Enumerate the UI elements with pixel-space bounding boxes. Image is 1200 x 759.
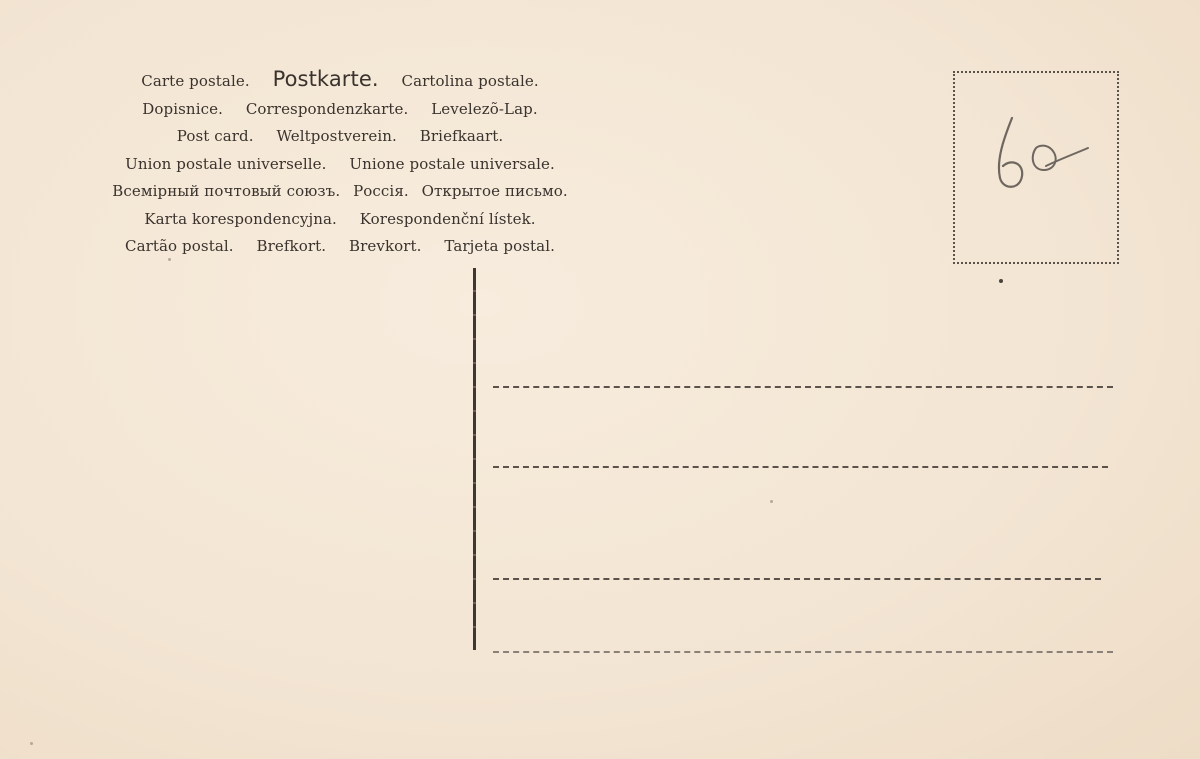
heading-text: Carte postale. bbox=[141, 72, 250, 90]
heading-line-5 bbox=[60, 178, 620, 206]
multilingual-heading bbox=[60, 66, 620, 261]
pencil-note-60 bbox=[990, 112, 1100, 202]
heading-line-1 bbox=[60, 66, 620, 96]
heading-title-postkarte: Postkarte. bbox=[272, 67, 379, 91]
heading-text: Briefkaart. bbox=[419, 127, 504, 145]
heading-text: Brevkort. bbox=[349, 237, 422, 255]
heading-text: Karta korespondencyjna. bbox=[144, 209, 337, 228]
heading-line-2 bbox=[60, 96, 620, 124]
heading-text: Brefkort. bbox=[256, 237, 327, 255]
heading-text: Cartão postal. bbox=[125, 237, 234, 255]
heading-line-4 bbox=[60, 151, 620, 179]
heading-text: Post card. bbox=[176, 127, 254, 145]
heading-text: Всемірный почтовый союзъ. bbox=[112, 182, 341, 200]
heading-line-7 bbox=[60, 233, 620, 261]
heading-text: Открытое письмо. bbox=[421, 182, 568, 200]
heading-line-3 bbox=[60, 123, 620, 151]
heading-text: Tarjeta postal. bbox=[444, 237, 555, 255]
heading-text: Weltpostverein. bbox=[276, 127, 397, 145]
address-line-3 bbox=[493, 578, 1101, 580]
address-line-4 bbox=[493, 651, 1113, 653]
message-address-divider bbox=[473, 268, 476, 650]
paper-speck bbox=[770, 500, 773, 503]
heading-text: Unione postale universale. bbox=[349, 154, 555, 173]
paper-speck bbox=[168, 258, 171, 261]
heading-text: Россія. bbox=[353, 182, 409, 200]
heading-text: Levelezõ-Lap. bbox=[431, 99, 538, 118]
heading-text: Union postale universelle. bbox=[125, 154, 327, 173]
heading-text: Korespondenční lístek. bbox=[359, 209, 536, 228]
stamp-dot bbox=[999, 279, 1003, 283]
heading-line-6 bbox=[60, 206, 620, 234]
paper-speck bbox=[30, 742, 33, 745]
heading-text: Correspondenzkarte. bbox=[245, 99, 409, 118]
address-line-1 bbox=[493, 386, 1113, 388]
heading-text: Cartolina postale. bbox=[401, 72, 539, 90]
heading-text: Dopisnice. bbox=[142, 99, 223, 118]
address-line-2 bbox=[493, 466, 1108, 468]
